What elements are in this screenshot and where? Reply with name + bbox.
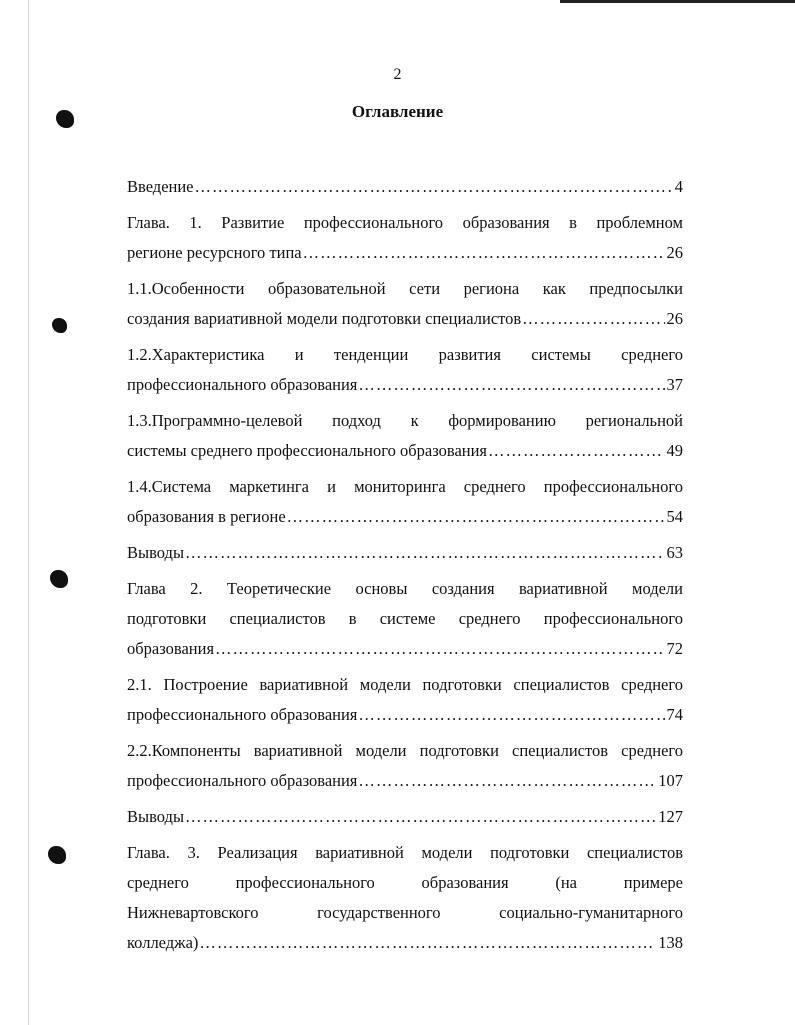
toc-entry (127, 472, 683, 532)
toc-entry-text: образования (127, 639, 215, 658)
toc-leader-dots (287, 502, 665, 532)
toc-page-number: 74 (666, 705, 683, 724)
scan-edge-line (560, 0, 795, 3)
toc-entry-text: Введение (127, 177, 194, 196)
toc-leader-dots (358, 766, 656, 796)
toc-leader-dots (195, 172, 673, 202)
toc-page-number: 107 (658, 771, 683, 790)
punch-hole-mark (50, 570, 68, 588)
toc-entry (127, 340, 683, 400)
punch-hole-mark (48, 846, 66, 864)
toc-entry-line: Глава. 3. Реализация вариативной модели подготовки специалистов (127, 843, 683, 862)
toc-entry-last-line (127, 634, 683, 664)
toc-entry-text: системы среднего профессионального образования (127, 441, 488, 460)
toc-leader-dots (185, 538, 664, 568)
toc-entry-line: 1.4.Система маркетинга и мониторинга среднего профессионального (127, 477, 683, 496)
toc-entry (127, 538, 683, 568)
toc-page-number: 26 (666, 309, 683, 328)
toc-page-number: 49 (666, 441, 683, 460)
toc-leader-dots (488, 436, 664, 466)
toc-entry (127, 406, 683, 466)
toc-entry-line: 2.1. Построение вариативной модели подготовки специалистов среднего (127, 675, 683, 694)
toc-entry-text: создания вариативной модели подготовки специалистов (127, 309, 522, 328)
toc-entry-line: Глава 2. Теоретические основы создания вариативной модели (127, 579, 683, 598)
toc-entry-text: колледжа) (127, 933, 199, 952)
toc-entry-last-line (127, 304, 683, 334)
toc-entry-line: среднего профессионального образования (на примере (127, 873, 683, 892)
toc-leader-dots (215, 634, 664, 664)
toc-entry-line: Глава. 1. Развитие профессионального образования в проблемном (127, 213, 683, 232)
toc-leader-dots (358, 700, 664, 730)
toc-page-number: 4 (674, 177, 683, 196)
table-of-contents (127, 172, 683, 964)
toc-entry-text: Выводы (127, 807, 185, 826)
toc-entry-text: профессионального образования (127, 771, 358, 790)
toc-entry-last-line (127, 538, 683, 568)
toc-leader-dots (199, 928, 656, 958)
toc-entry-last-line (127, 502, 683, 532)
toc-entry (127, 670, 683, 730)
toc-page-number: 138 (658, 933, 683, 952)
punch-hole-mark (52, 318, 67, 333)
toc-entry-text: профессионального образования (127, 705, 358, 724)
toc-entry-line: 2.2.Компоненты вариативной модели подготовки специалистов среднего (127, 741, 683, 760)
toc-page-number: 54 (666, 507, 683, 526)
toc-page-number: 72 (666, 639, 683, 658)
toc-entry (127, 208, 683, 268)
toc-entry-last-line (127, 766, 683, 796)
toc-entry (127, 802, 683, 832)
toc-entry-line: Нижневартовского государственного социально-гуманитарного (127, 903, 683, 922)
toc-entry-last-line (127, 238, 683, 268)
toc-entry-text: регионе ресурсного типа (127, 243, 302, 262)
toc-entry-text: образования в регионе (127, 507, 286, 526)
toc-entry-last-line (127, 370, 683, 400)
toc-entry-line: подготовки специалистов в системе среднего профессионального (127, 609, 683, 628)
toc-leader-dots (185, 802, 656, 832)
toc-entry-text: Выводы (127, 543, 185, 562)
toc-entry-last-line (127, 172, 683, 202)
toc-entry (127, 574, 683, 664)
scan-edge-shadow (28, 0, 29, 1025)
toc-entry-last-line (127, 802, 683, 832)
toc-leader-dots (303, 238, 665, 268)
toc-page-number: 63 (666, 543, 683, 562)
toc-entry-last-line (127, 928, 683, 958)
toc-entry-line: 1.3.Программно-целевой подход к формированию региональной (127, 411, 683, 430)
toc-entry-line: 1.1.Особенности образовательной сети региона как предпосылки (127, 279, 683, 298)
toc-page-number: 37 (666, 375, 683, 394)
toc-entry (127, 274, 683, 334)
toc-entry (127, 736, 683, 796)
toc-leader-dots (358, 370, 664, 400)
toc-entry-text: профессионального образования (127, 375, 358, 394)
toc-entry-line: 1.2.Характеристика и тенденции развития системы среднего (127, 345, 683, 364)
toc-title: Оглавление (351, 102, 444, 121)
toc-entry-last-line (127, 436, 683, 466)
toc-entry (127, 172, 683, 202)
toc-leader-dots (522, 304, 664, 334)
toc-entry-last-line (127, 700, 683, 730)
toc-page-number: 127 (658, 807, 683, 826)
toc-page-number: 26 (666, 243, 683, 262)
page-number: 2 (393, 66, 402, 83)
toc-entry (127, 838, 683, 958)
